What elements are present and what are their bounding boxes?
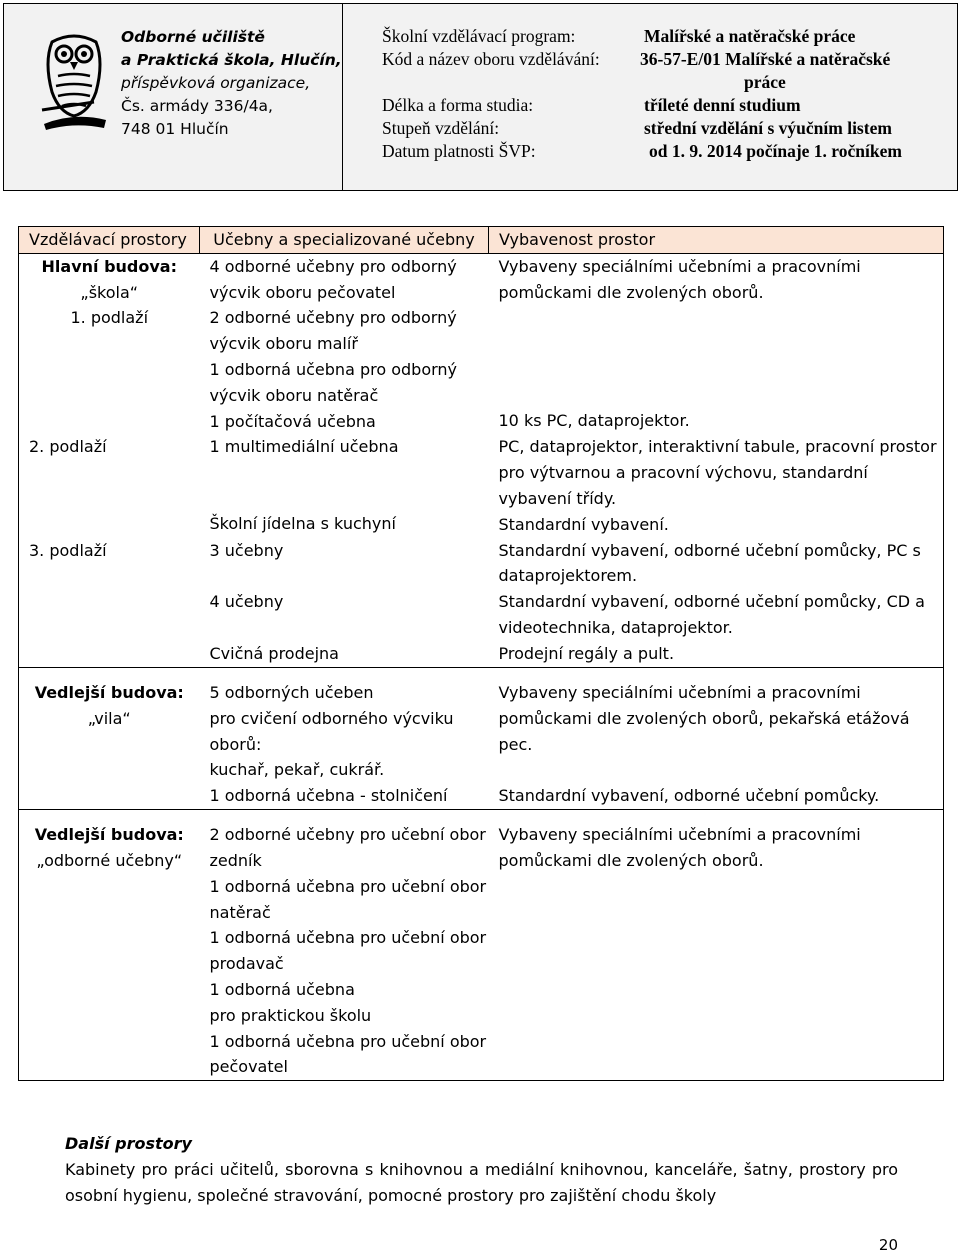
rooms-cell bbox=[200, 680, 489, 810]
program-value: tříleté denní studium bbox=[644, 95, 801, 115]
place-cell bbox=[19, 253, 200, 434]
header-equipment: Vybavenost prostor bbox=[489, 227, 944, 254]
room-line: 3 učebny bbox=[209, 540, 284, 560]
school-line: příspěvková organizace, bbox=[121, 74, 311, 92]
school-info-box bbox=[4, 4, 343, 190]
place-line: „škola“ bbox=[80, 282, 139, 302]
document-header bbox=[3, 3, 958, 191]
table-row bbox=[19, 253, 944, 434]
school-line: 748 01 Hlučín bbox=[121, 120, 229, 138]
program-label: Délka a forma studia: bbox=[382, 95, 534, 115]
school-name bbox=[121, 26, 342, 141]
table-header-row bbox=[19, 227, 944, 254]
equipment-cell bbox=[489, 822, 944, 1080]
equipment-cell bbox=[489, 538, 944, 668]
program-value: od 1. 9. 2014 počínaje 1. ročníkem bbox=[649, 141, 902, 161]
place-line: Hlavní budova: bbox=[41, 256, 177, 276]
school-line: Čs. armády 336/4a, bbox=[121, 97, 273, 115]
program-value: Malířské a natěračské práce bbox=[644, 26, 856, 46]
facilities-table bbox=[18, 226, 944, 1081]
rooms-cell bbox=[200, 434, 489, 537]
equipment-line: Standardní vybavení. bbox=[498, 514, 669, 534]
table-row bbox=[19, 434, 944, 537]
equipment-line: PC, dataprojektor, interaktivní tabule, pracovní prostor pro výtvarnou a pracovní výchovu, standardní vybavení třídy. bbox=[498, 437, 937, 508]
place-cell bbox=[19, 434, 200, 537]
further-spaces-heading: Další prostory bbox=[65, 1134, 192, 1153]
room-line: pro praktickou školu bbox=[209, 1005, 372, 1025]
table-row bbox=[19, 822, 944, 1080]
school-line: Odborné učiliště bbox=[121, 28, 265, 46]
room-line: 1 odborná učebna pro učební obor pečovatel bbox=[209, 1031, 487, 1077]
owl-logo-icon bbox=[34, 32, 114, 130]
room-line: 5 odborných učeben bbox=[209, 682, 374, 702]
room-line: 1 odborná učebna pro učební obor natěrač bbox=[209, 876, 487, 922]
equipment-line: Standardní vybavení, odborné učební pomůcky. bbox=[498, 786, 880, 806]
room-line: kuchař, pekař, cukrář. bbox=[209, 760, 385, 780]
program-label: Stupeň vzdělání: bbox=[382, 118, 500, 138]
further-spaces bbox=[65, 1131, 898, 1209]
room-line: 4 odborné učebny pro odborný výcvik oboru pečovatel bbox=[209, 256, 457, 302]
room-line: 4 učebny bbox=[209, 592, 284, 612]
equipment-line: Vybaveny speciálními učebními a pracovními pomůckami dle zvolených oborů, pekařská etážová pec. bbox=[498, 682, 910, 754]
equipment-line: Standardní vybavení, odborné učební pomůcky, CD a videotechnika, dataprojektor. bbox=[498, 592, 925, 637]
program-label: Školní vzdělávací program: bbox=[382, 26, 576, 46]
program-value: střední vzdělání s výučním listem bbox=[644, 118, 892, 138]
room-line: 1 odborná učebna pro učební obor prodavač bbox=[209, 928, 487, 974]
equipment-line: Prodejní regály a pult. bbox=[498, 643, 675, 663]
place-line: 3. podlaží bbox=[29, 540, 107, 560]
school-line: a Praktická škola, Hlučín, bbox=[121, 51, 342, 69]
room-line: 1 odborná učebna bbox=[209, 979, 355, 999]
header-rooms: Učebny a specializované učebny bbox=[200, 227, 489, 254]
equipment-cell bbox=[489, 253, 944, 434]
equipment-line: 10 ks PC, dataprojektor. bbox=[498, 411, 690, 431]
place-line: 2. podlaží bbox=[29, 437, 107, 457]
room-line: 1 multimediální učebna bbox=[209, 437, 399, 457]
place-line: 1. podlaží bbox=[70, 308, 149, 328]
room-line: Cvičná prodejna bbox=[209, 644, 339, 664]
table-row bbox=[19, 538, 944, 668]
place-cell bbox=[19, 538, 200, 668]
equipment-line: Vybaveny speciálními učebními a pracovními pomůckami dle zvolených oborů. bbox=[498, 825, 861, 870]
room-line: 2 odborné učebny pro učební obor zedník bbox=[209, 825, 486, 870]
room-line: Školní jídelna s kuchyní bbox=[209, 514, 396, 534]
room-line: 1 odborná učebna - stolničení bbox=[209, 786, 448, 806]
equipment-line: Standardní vybavení, odborné učební pomůcky, PC s dataprojektorem. bbox=[498, 540, 921, 586]
place-cell bbox=[19, 680, 200, 810]
rooms-cell bbox=[200, 822, 489, 1080]
page-number: 20 bbox=[878, 1236, 898, 1254]
program-label: Datum platnosti ŠVP: bbox=[382, 141, 536, 161]
program-value: práce bbox=[744, 72, 786, 92]
room-line: 1 odborná učebna pro odborný výcvik oboru natěrač bbox=[209, 359, 458, 405]
equipment-cell bbox=[489, 434, 944, 537]
rooms-cell bbox=[200, 253, 489, 434]
header-facilities: Vzdělávací prostory bbox=[19, 227, 200, 254]
room-line: 2 odborné učebny pro odborný výcvik oboru malíř bbox=[209, 308, 457, 354]
place-line: Vedlejší budova: bbox=[34, 682, 184, 702]
place-line: Vedlejší budova: bbox=[34, 825, 184, 845]
program-label: Kód a název oboru vzdělávání: bbox=[382, 49, 600, 69]
place-cell bbox=[19, 822, 200, 1080]
place-line: „vila“ bbox=[87, 708, 131, 728]
place-line: „odborné učebny“ bbox=[36, 850, 183, 870]
room-line: pro cvičení odborného výcviku oborů: bbox=[209, 708, 454, 754]
rooms-cell bbox=[200, 538, 489, 668]
table-row bbox=[19, 680, 944, 810]
program-value: 36-57-E/01 Malířské a natěračské bbox=[640, 49, 891, 69]
further-spaces-text: Kabinety pro práci učitelů, sborovna s knihovnou a mediální knihovnou, kanceláře, šatny, prostory pro osobní hygienu, společné stravování, pomocné prostory pro zajištění chodu školy bbox=[65, 1160, 898, 1205]
equipment-line: Vybaveny speciálními učebními a pracovními pomůckami dle zvolených oborů. bbox=[498, 256, 861, 302]
equipment-cell bbox=[489, 680, 944, 810]
room-line: 1 počítačová učebna bbox=[209, 411, 376, 431]
